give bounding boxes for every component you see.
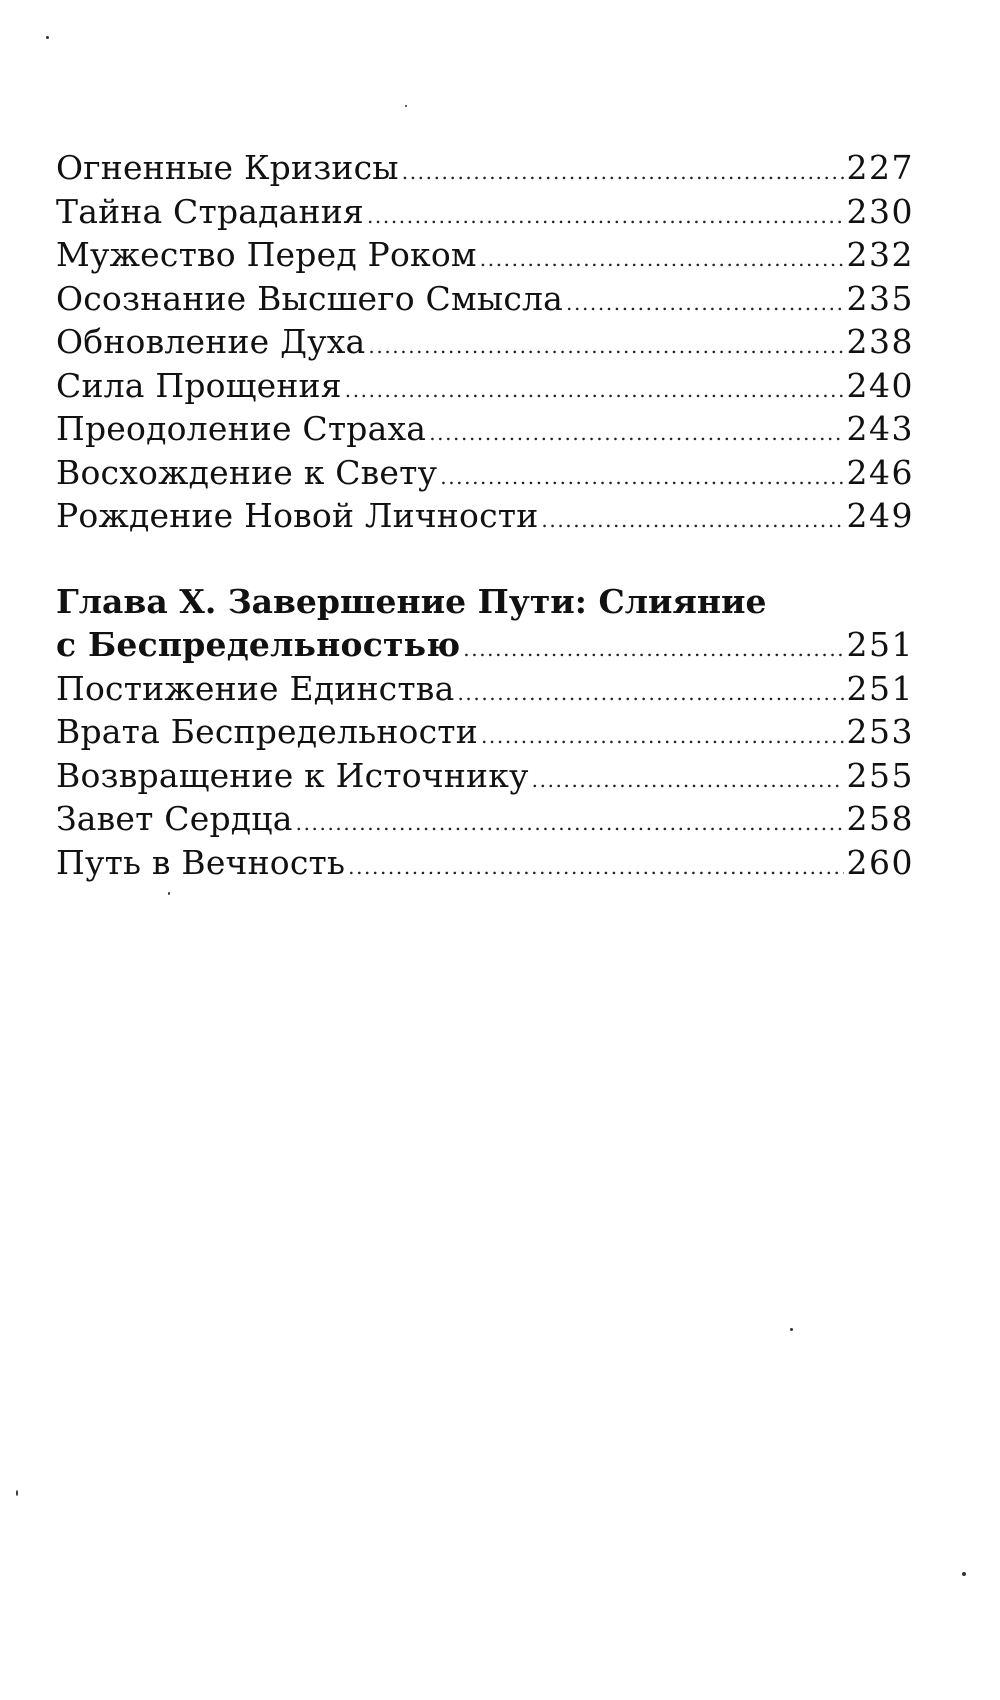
toc-entry: [56, 233, 914, 277]
toc-entry-page: 251: [846, 668, 914, 708]
toc-entry-title: Тайна Страдания: [56, 191, 364, 231]
toc-entry: [56, 277, 914, 321]
toc-entry-page: 232: [846, 235, 914, 274]
toc-entry: [56, 667, 914, 711]
toc-entry-title: Восхождение к Свету: [56, 452, 438, 492]
toc-entry: [56, 407, 914, 451]
toc-entry-title: Преодоление Страха: [56, 409, 427, 448]
toc-leader-dots: [481, 715, 844, 759]
toc-leader-dots: [402, 151, 844, 195]
toc-leader-dots: [463, 628, 843, 672]
toc-entry-page: 258: [846, 799, 914, 838]
toc-leader-dots: [440, 456, 843, 500]
toc-entry-page: 235: [846, 278, 914, 318]
toc-entry-title: Огненные Кризисы: [56, 148, 399, 187]
toc-leader-dots: [541, 499, 843, 543]
chapter-entry: [56, 623, 914, 667]
toc-entry-page: 260: [846, 842, 914, 882]
toc-leader-dots: [367, 195, 844, 239]
chapter-page: 251: [846, 625, 914, 664]
toc-leader-dots: [566, 282, 843, 326]
scan-speck: [405, 105, 407, 107]
toc-leader-dots: [368, 325, 843, 369]
toc-entry-page: 227: [846, 148, 914, 187]
toc-entry-title: Постижение Единства: [56, 668, 455, 708]
chapter-title-line2: с Беспредельностью: [56, 625, 461, 664]
toc-entry-page: 230: [846, 191, 914, 231]
toc-entry: [56, 190, 914, 234]
toc-entry-title: Осознание Высшего Смысла: [56, 278, 564, 318]
scan-speck: [962, 1572, 966, 1576]
toc-entry: [56, 710, 914, 754]
table-of-contents: [56, 146, 914, 884]
toc-entry-page: 238: [846, 322, 914, 361]
toc-entry: [56, 364, 914, 408]
scan-speck: [46, 36, 49, 39]
toc-entry-page: 243: [846, 409, 914, 448]
toc-entry: [56, 494, 914, 538]
toc-entry-title: Врата Беспредельности: [56, 712, 478, 751]
toc-leader-dots: [348, 846, 843, 890]
toc-entry-title: Сила Прощения: [56, 365, 342, 405]
toc-leader-dots: [296, 802, 844, 846]
toc-leader-dots: [429, 412, 843, 456]
toc-entry: [56, 841, 914, 885]
scan-speck: [790, 1328, 793, 1331]
toc-entry-title: Завет Сердца: [56, 799, 293, 838]
toc-leader-dots: [457, 672, 843, 716]
toc-entry: [56, 754, 914, 798]
toc-leader-dots: [345, 369, 844, 413]
toc-entry-title: Обновление Духа: [56, 322, 366, 361]
toc-entry-page: 240: [846, 365, 914, 405]
toc-leader-dots: [532, 759, 844, 803]
toc-entry-title: Путь в Вечность: [56, 842, 346, 882]
toc-entry-title: Мужество Перед Роком: [56, 235, 477, 274]
toc-entry-page: 255: [846, 755, 914, 795]
toc-entry-page: 246: [846, 452, 914, 492]
toc-entry-page: 253: [846, 712, 914, 751]
toc-entry: [56, 146, 914, 190]
toc-entry-title: Рождение Новой Личности: [56, 496, 539, 535]
scan-speck: [168, 892, 170, 895]
scan-speck: [16, 1490, 18, 1496]
chapter-heading: [56, 580, 914, 667]
toc-entry: [56, 451, 914, 495]
toc-entry-page: 249: [846, 496, 914, 535]
toc-entry: [56, 320, 914, 364]
toc-entry-title: Возвращение к Источнику: [56, 755, 529, 795]
chapter-title-line1: Глава X. Завершение Пути: Слияние: [56, 581, 767, 621]
toc-entry: [56, 797, 914, 841]
toc-leader-dots: [480, 238, 844, 282]
